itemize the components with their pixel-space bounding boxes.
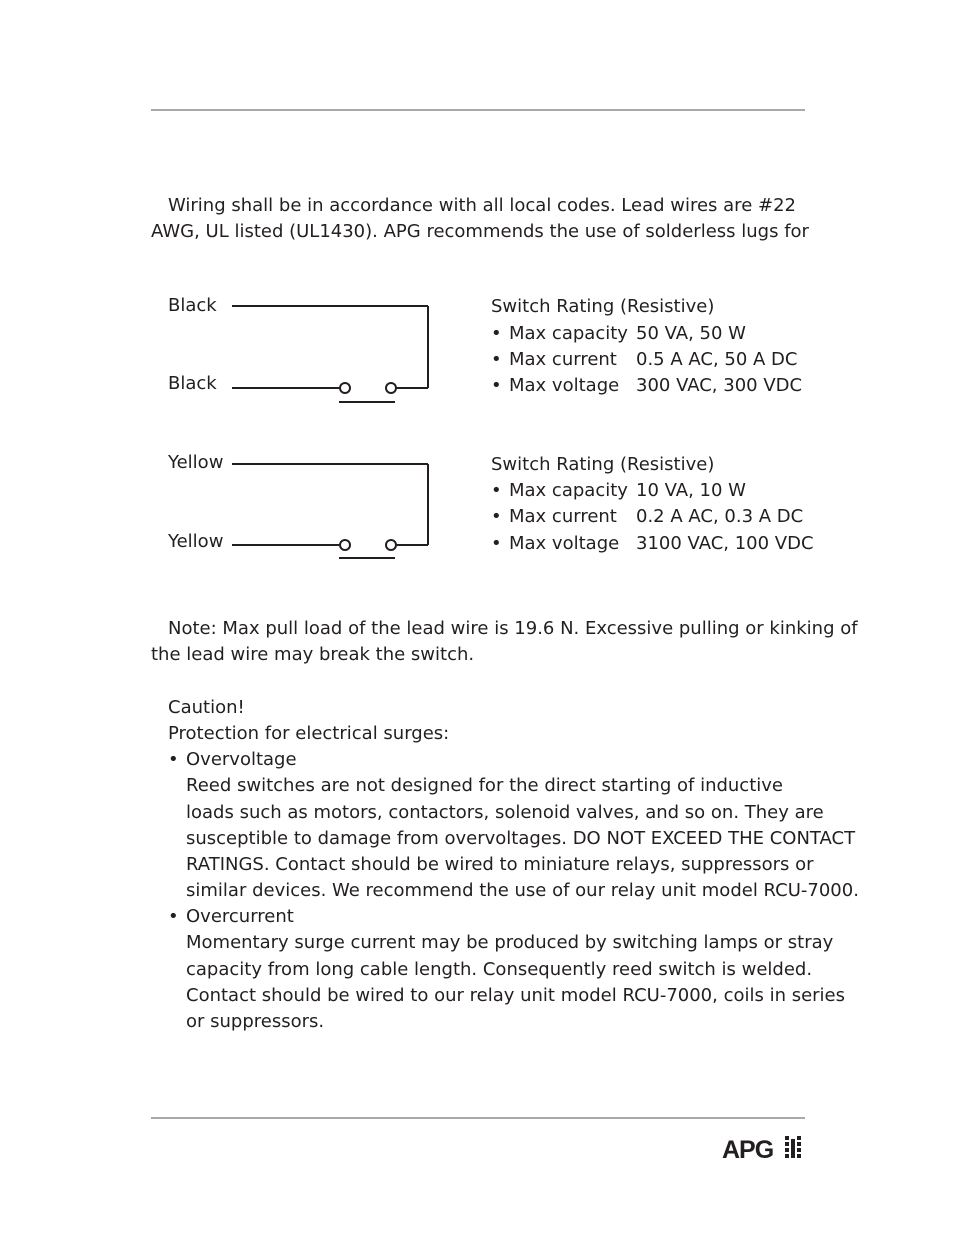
- bullet: •: [491, 506, 502, 527]
- rating-value: 0.2 A AC, 0.3 A DC: [636, 506, 804, 527]
- caution-item-line: Reed switches are not designed for the direct starting of inductive: [186, 775, 783, 797]
- caution-subtitle: Protection for electrical surges:: [168, 723, 450, 744]
- caution-item-line: or suppressors.: [186, 1011, 325, 1033]
- rating-label: Max capacity: [509, 480, 628, 501]
- caution-item-line: Momentary surge current may be produced by switching lamps or stray: [186, 932, 834, 954]
- note-line: Note: Max pull load of the lead wire is 19.6 N. Excessive pulling or kinking of: [168, 618, 858, 639]
- bullet: •: [168, 906, 179, 927]
- rating-title-2: Switch Rating (Resistive): [491, 454, 715, 475]
- caution-item-line: Contact should be wired to our relay unit model RCU-7000, coils in series: [186, 984, 846, 1006]
- bullet: •: [491, 480, 502, 501]
- apg-logo: [721, 1134, 805, 1162]
- rating-title-1: Switch Rating (Resistive): [491, 296, 715, 317]
- switch-contact-right: [386, 540, 396, 550]
- reed-switch-diagram-1: [225, 296, 440, 408]
- note-line: the lead wire may break the switch.: [151, 644, 475, 666]
- caution-item-line: loads such as motors, contactors, solenoid valves, and so on. They are: [186, 801, 824, 823]
- rating-value: 10 VA, 10 W: [636, 480, 746, 501]
- bullet: •: [491, 349, 502, 370]
- caution-item-line: susceptible to damage from overvoltages. DO NOT EXCEED THE CONTACT: [186, 827, 856, 849]
- rating-label: Max voltage: [509, 375, 620, 396]
- switch-contact-right: [386, 383, 396, 393]
- header-rule: [151, 109, 805, 111]
- switch-contact-left: [340, 383, 350, 393]
- rating-label: Max voltage: [509, 533, 620, 554]
- reed-switch-diagram-2: [225, 454, 440, 566]
- caution-item-line: capacity from long cable length. Consequently reed switch is welded.: [186, 958, 813, 980]
- intro-line: AWG, UL listed (UL1430). APG recommends the use of solderless lugs for: [151, 221, 809, 243]
- rating-label: Max capacity: [509, 323, 628, 344]
- caution-item-line: similar devices. We recommend the use of our relay unit model RCU-7000.: [186, 880, 859, 902]
- wire-label-yellow-top: Yellow: [168, 452, 224, 473]
- wire-label-black-top: Black: [168, 295, 217, 316]
- bullet: •: [491, 323, 502, 344]
- caution-item-overvoltage: [186, 747, 859, 905]
- note-paragraph: [151, 616, 858, 669]
- footer-rule: [151, 1117, 805, 1119]
- wire-label-yellow-bottom: Yellow: [168, 531, 224, 552]
- intro-line: Wiring shall be in accordance with all local codes. Lead wires are #22: [168, 195, 796, 216]
- caution-title: Caution!: [168, 697, 245, 718]
- rating-value: 50 VA, 50 W: [636, 323, 746, 344]
- caution-item-heading: Overcurrent: [186, 906, 294, 927]
- intro-paragraph: [151, 193, 811, 246]
- rating-value: 0.5 A AC, 50 A DC: [636, 349, 798, 370]
- rating-label: Max current: [509, 506, 617, 527]
- rating-value: 3100 VAC, 100 VDC: [636, 533, 814, 554]
- caution-item-heading: Overvoltage: [186, 749, 297, 770]
- rating-value: 300 VAC, 300 VDC: [636, 375, 803, 396]
- caution-item-overcurrent: [186, 904, 846, 1035]
- bullet: •: [168, 749, 179, 770]
- caution-item-line: RATINGS. Contact should be wired to miniature relays, suppressors or: [186, 854, 814, 876]
- switch-contact-left: [340, 540, 350, 550]
- bullet: •: [491, 375, 502, 396]
- wire-label-black-bottom: Black: [168, 373, 217, 394]
- bullet: •: [491, 533, 502, 554]
- apg-logo-mark: [785, 1136, 801, 1158]
- apg-logo-text: APG: [722, 1136, 774, 1162]
- rating-label: Max current: [509, 349, 617, 370]
